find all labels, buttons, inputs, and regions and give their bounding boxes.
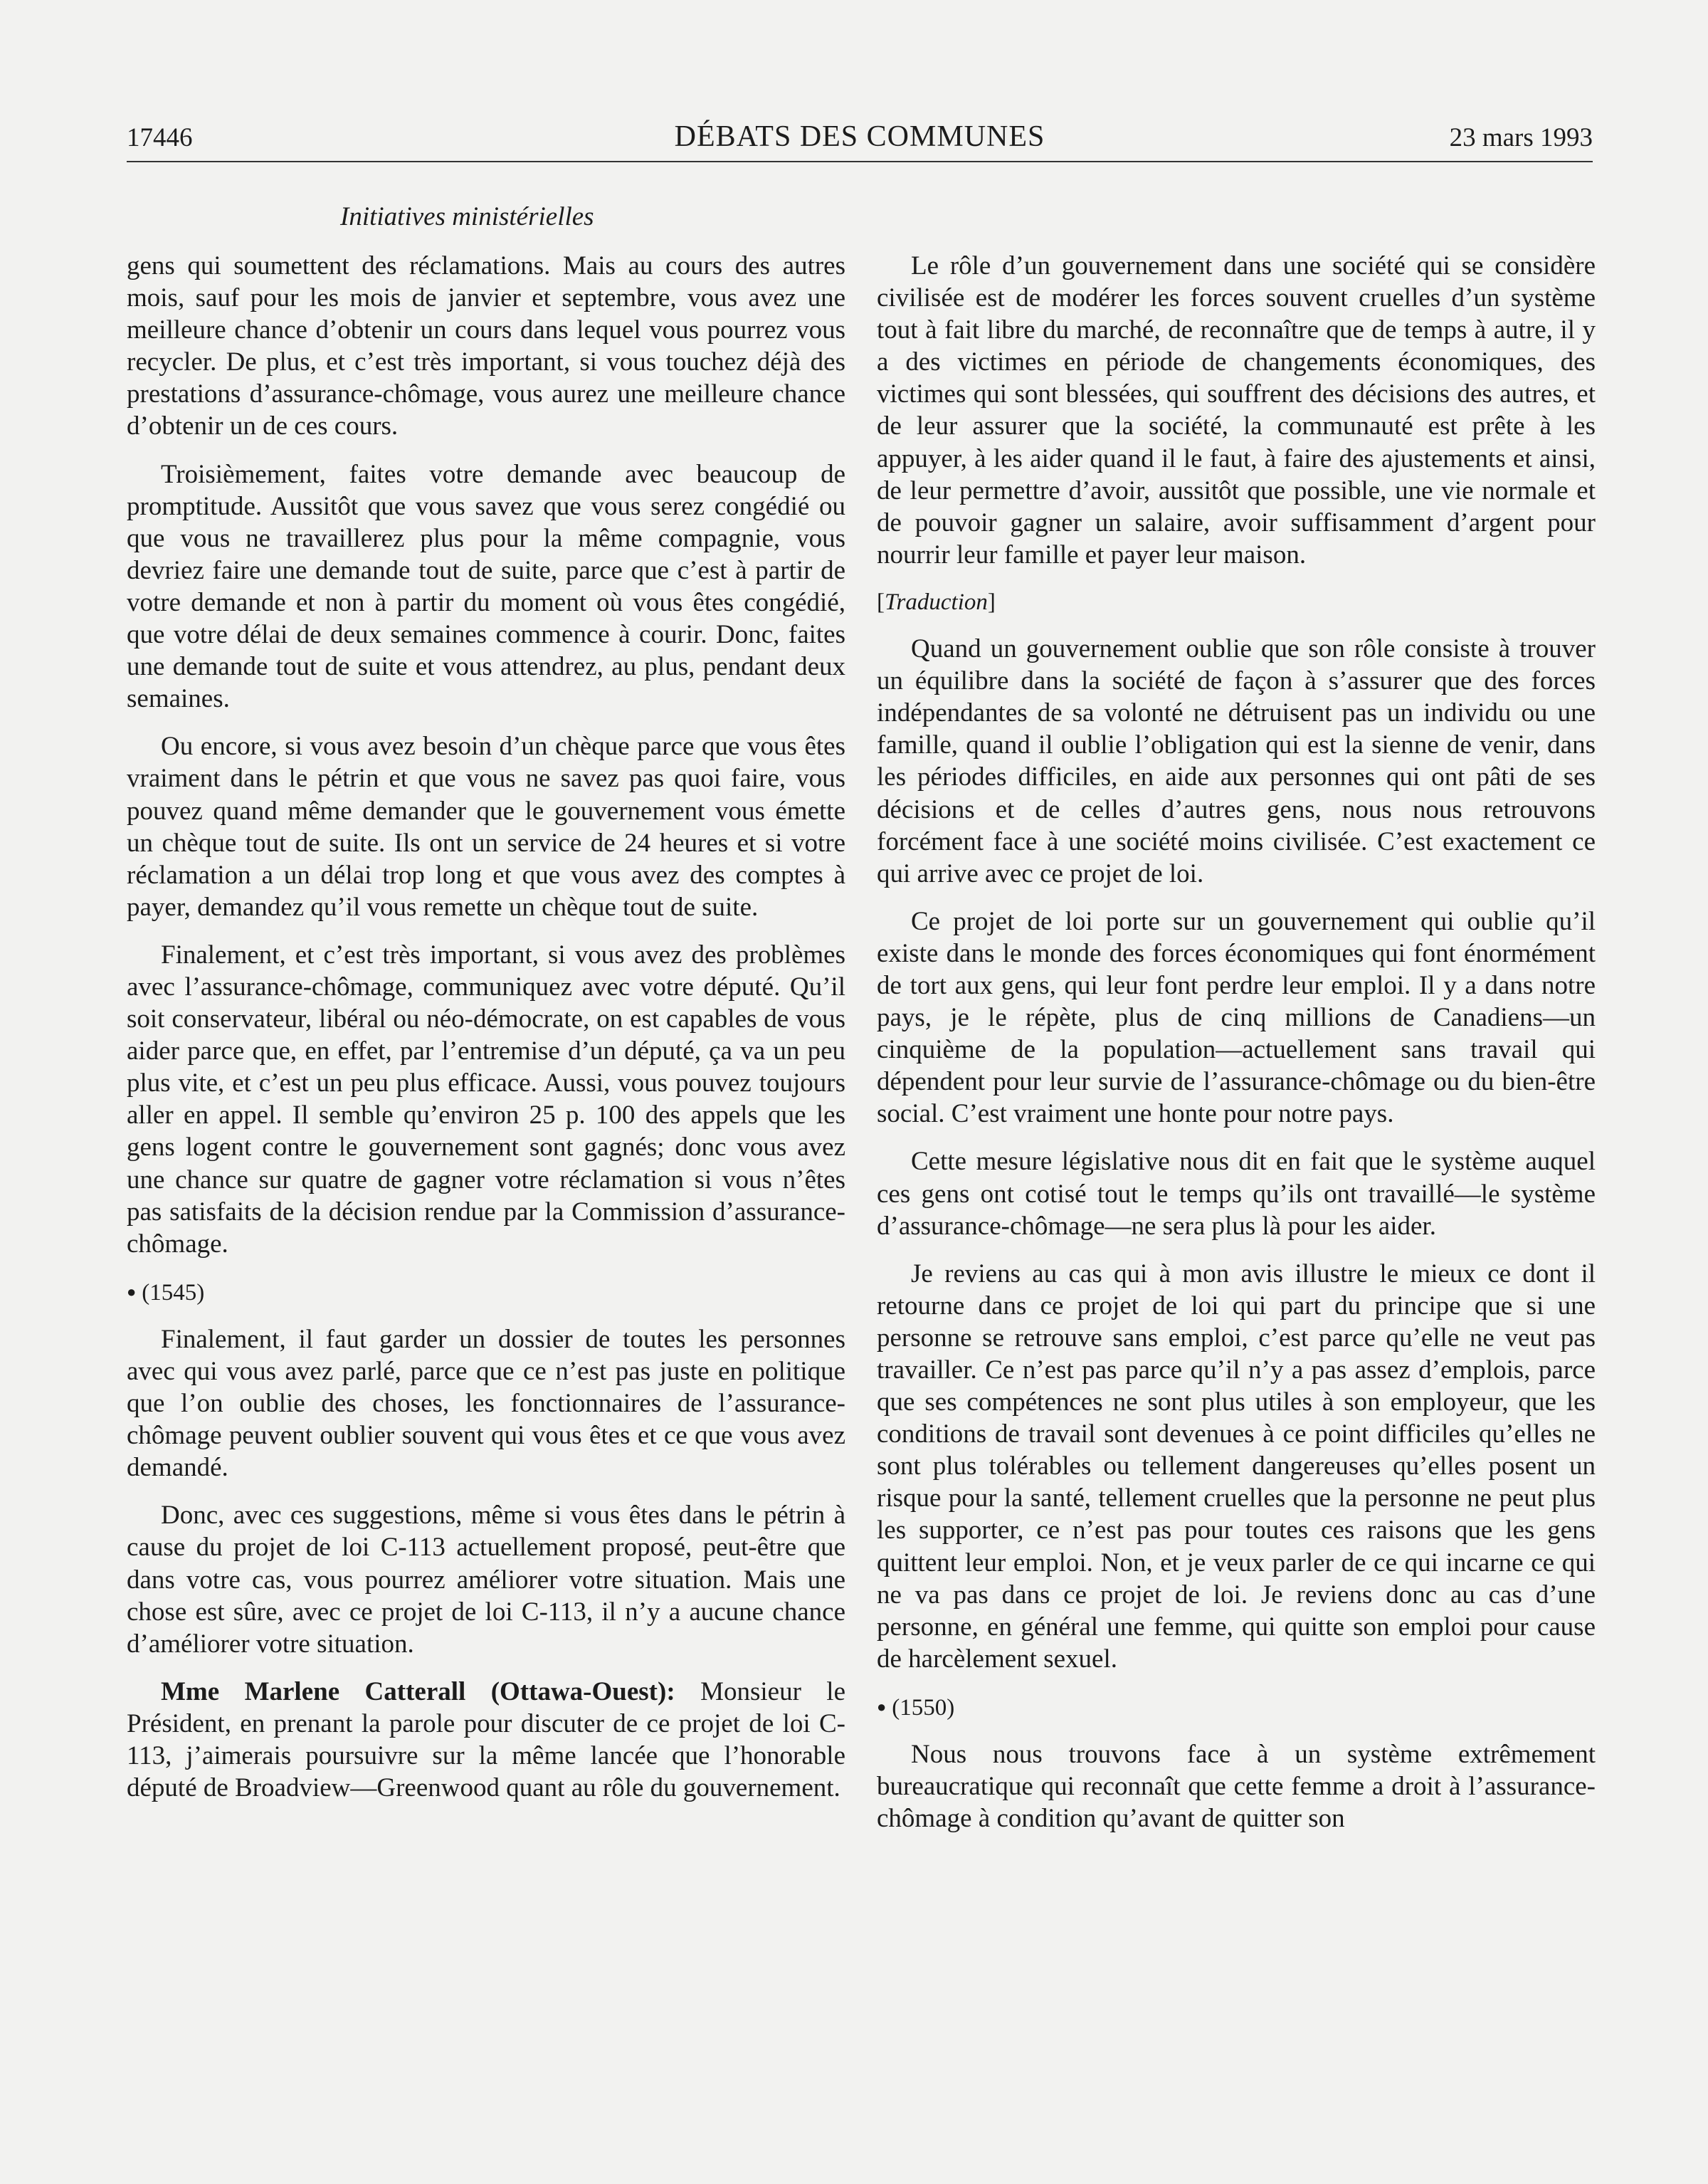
paragraph: Quand un gouvernement oublie que son rôle consiste à trouver un équilibre dans la société de façon à s’assurer que des forces indépendantes de sa volonté ne détruisent pas un individu ou une famille, quand il oublie l’obligation qui est la sienne de venir, dans les périodes difficiles, en aide aux personnes qui ont pâti de ses décisions et de celles d’autres gens, nous nous retrouvons forcément face à une société moins civilisée. C’est exactement ce qui arrive avec ce projet de loi. [877, 634, 1596, 888]
paragraph: Ou encore, si vous avez besoin d’un chèque parce que vous êtes vraiment dans le pétrin et que vous ne savez pas quoi faire, vous pouvez quand même demander que le gouvernement vous émette un chèque tout de suite. Ils ont un service de 24 heures et si votre réclamation a un délai trop long et que vous avez des comptes à payer, demandez qu’il vous remette un chèque tout de suite. [127, 732, 845, 922]
running-header [127, 122, 1593, 159]
time-marker-text: (1545) [142, 1279, 205, 1306]
paragraph: Nous nous trouvons face à un système extrêmement bureaucratique qui reconnaît que cette femme a droit à l’assurance-chômage à condition qu’avant de quitter son [877, 1740, 1596, 1834]
paragraph: Donc, avec ces suggestions, même si vous êtes dans le pétrin à cause du projet de loi C-113 actuellement proposé, peut-être que dans votre cas, vous pourrez améliorer votre situation. Mais une chose est sûre, avec ce projet de loi C-113, il n’y a aucune chance d’améliorer votre situation. [127, 1501, 845, 1659]
header-rule [127, 161, 1593, 162]
translation-tag: [Traduction] [877, 589, 996, 615]
time-marker [877, 1691, 1596, 1724]
paragraph: Finalement, et c’est très important, si vous avez des problèmes avec l’assurance-chômage, communiquez avec votre député. Qu’il soit conservateur, libéral ou néo-démocrate, on est capables de vous aider parce que, en effet, par l’entremise d’un député, ça va un peu plus vite, et c’est un peu plus efficace. Aussi, vous pouvez toujours aller en appel. Il semble qu’environ 25 p. 100 des appels que les gens logent contre le gouvernement sont gagnés; donc vous avez une chance sur quatre de gagner votre réclamation si vous n’êtes pas satisfaits de la décision rendue par la Commission d’assurance-chômage. [127, 940, 845, 1259]
translation-tag-text: Traduction [885, 589, 988, 615]
bullet-icon: ● [127, 1282, 137, 1301]
paragraph: Ce projet de loi porte sur un gouvernement qui oublie qu’il existe dans le monde des forces économiques qui font énormément de tort aux gens, qui leur font perdre leur emploi. Il y a dans notre pays, je le répète, plus de cinq millions de Canadiens—un cinquième de la population—actuellement sans travail qui dépendent pour leur survie de l’assurance-chômage ou du bien-être social. C’est vraiment une honte pour notre pays. [877, 906, 1596, 1129]
left-column [127, 250, 845, 1820]
publication-title: DÉBATS DES COMMUNES [674, 120, 1045, 153]
right-column [877, 250, 1596, 1850]
publication-date: 23 mars 1993 [1449, 123, 1593, 152]
time-marker [127, 1276, 845, 1309]
paragraph: Cette mesure législative nous dit en fait que le système auquel ces gens ont cotisé tout le temps qu’ils ont travaillé—le système d’assurance-chômage—ne sera plus là pour les aider. [877, 1147, 1596, 1241]
page-number: 17446 [127, 123, 193, 152]
speech-paragraph [127, 1676, 845, 1804]
speech-text: Monsieur le Président, en prenant la parole pour discuter de ce projet de loi C-113, j’aimerais poursuivre sur la même lancée que l’honorable député de Broadview—Greenwood quant au rôle du gouvernement. [127, 1676, 845, 1803]
time-marker-text: (1550) [892, 1694, 955, 1721]
bullet-icon: ● [877, 1697, 887, 1716]
paragraph: Le rôle d’un gouvernement dans une société qui se considère civilisée est de modérer les forces souvent cruelles d’un système tout à fait libre du marché, de reconnaître que de temps à autre, il y a des victimes en période de changements économiques, des victimes qui sont blessées, qui souffrent des décisions des autres, et de leur assurer que la société, la communauté est prête à les appuyer, à les aider quand il le faut, à faire des ajustements et ainsi, de leur permettre d’avoir, aussitôt que possible, une vie normale et de pouvoir gagner un salaire, avoir suffisamment d’argent pour nourrir leur famille et payer leur maison. [877, 251, 1596, 569]
paragraph: gens qui soumettent des réclamations. Mais au cours des autres mois, sauf pour les mois de janvier et septembre, vous avez une meilleure chance d’obtenir un cours dans lequel vous pourrez vous recycler. De plus, et c’est très important, si vous touchez déjà des prestations d’assurance-chômage, vous aurez une meilleure chance d’obtenir un de ces cours. [127, 251, 845, 441]
speaker-name: Mme Marlene Catterall (Ottawa-Ouest): [161, 1676, 675, 1706]
paragraph: Finalement, il faut garder un dossier de toutes les personnes avec qui vous avez parlé, parce que ce n’est pas juste en politique que l’on oublie des choses, les fonctionnaires de l’assurance-chômage peuvent oublier souvent qui vous êtes et ce que vous avez demandé. [127, 1324, 845, 1483]
section-heading: Initiatives ministérielles [340, 202, 594, 231]
paragraph: Je reviens au cas qui à mon avis illustre le mieux ce dont il retourne dans ce projet de loi qui part du principe que si une personne se retrouve sans emploi, c’est parce qu’elle ne veut pas travailler. Ce n’est pas parce qu’il n’y a pas assez d’emplois, parce que ses compétences ne sont plus utiles à son employeur, que les conditions de travail sont devenues à ce point difficiles qu’elles ne sont plus tolérables ou tellement dangereuses qu’elles posent un risque pour la santé, tellement cruelles que la personne ne peut plus les supporter, ce n’est pas pour toutes ces raisons que les gens quittent leur emploi. Non, et je veux parler de ce qui incarne ce qui ne va pas dans ce projet de loi. Je reviens donc au cas d’une personne, en général une femme, qui quitte son emploi pour cause de harcèlement sexuel. [877, 1259, 1596, 1674]
paragraph: Troisièmement, faites votre demande avec beaucoup de promptitude. Aussitôt que vous savez que vous serez congédié ou que vous ne travaillerez plus pour la même compagnie, vous devriez faire une demande tout de suite, parce que c’est à partir de votre demande et non à partir du moment où vous êtes congédié, que votre délai de deux semaines commence à courir. Donc, faites une demande tout de suite et vous attendrez, au plus, pendant deux semaines. [127, 459, 845, 714]
